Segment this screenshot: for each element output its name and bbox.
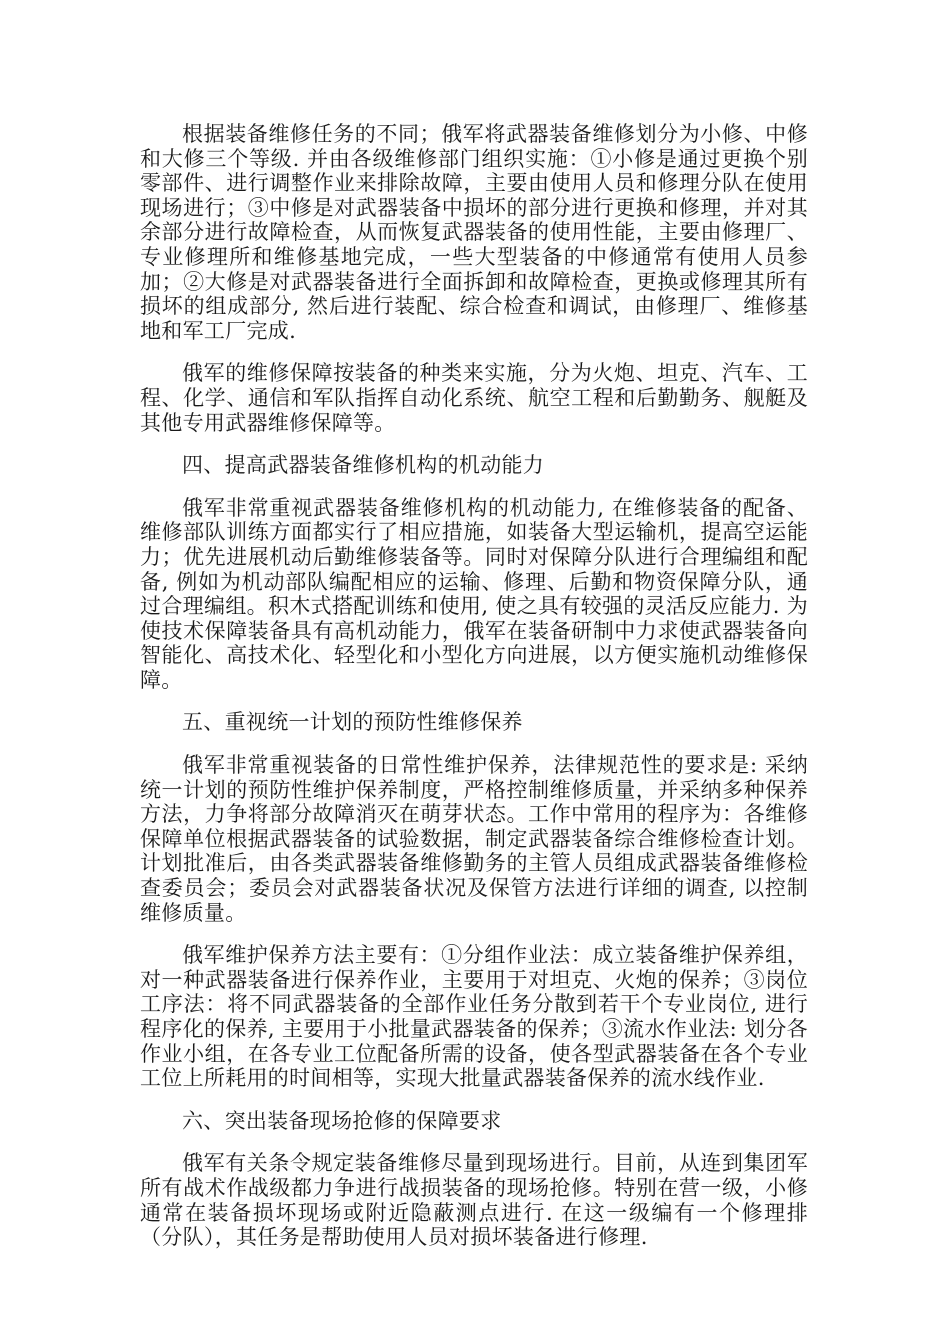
document-body [140,122,808,1268]
section-heading-4: 四、提高武器装备维修机构的机动能力 [182,453,545,478]
paragraph-field-repair: 俄军有关条令规定装备维修尽量到现场进行。目前，从连到集团军所有战术作战级都力争进行战损装备的现场抢修。特别在营一级，小修通常在装备损坏现场或附近隐蔽测点进行. 在这一级编有一个修理排（分队），其任务是帮助使用人员对损坏装备进行修理. [140,1151,808,1250]
section-heading-6: 六、突出装备现场抢修的保障要求 [182,1108,502,1133]
paragraph-maintenance-categories: 俄军的维修保障按装备的种类来实施，分为火炮、坦克、汽车、工程、化学、通信和军队指挥自动化系统、航空工程和后勤勤务、舰艇及其他专用武器维修保障等。 [140,361,808,435]
paragraph-maintenance-methods: 俄军维护保养方法主要有：①分组作业法：成立装备维护保养组，对一种武器装备进行保养作业，主要用于对坦克、火炮的保养；③岗位工序法：将不同武器装备的全部作业任务分散到若干个专业岗位, 进行程序化的保养, 主要用于小批量武器装备的保养；③流水作业法: 划分各作业小组，在各专业工位配备所需的设备，使各型武器装备在各个专业工位上所耗用的时间相等，实现大批量武器装备保养的流水线作业. [140,943,808,1091]
paragraph-preventive-maintenance: 俄军非常重视装备的日常性维护保养，法律规范性的要求是: 采纳统一计划的预防性维护保养制度，严格控制维修质量，并采纳多种保养方法，力争将部分故障消灭在萌芽状态。工作中常用的程序为：各维修保障单位根据武器装备的试验数据，制定武器装备综合维修检查计划。计划批准后，由各类武器装备维修勤务的主管人员组成武器装备维修检查委员会；委员会对武器装备状况及保管方法进行详细的调查, 以控制维修质量。 [140,753,808,925]
section-heading-5: 五、重视统一计划的预防性维修保养 [182,710,523,735]
paragraph-maintenance-levels: 根据装备维修任务的不同；俄军将武器装备维修划分为小修、中修和大修三个等级. 并由各级维修部门组织实施：①小修是通过更换个别零部件、进行调整作业来排除故障，主要由使用人员和修理分队在使用现场进行；③中修是对武器装备中损坏的部分进行更换和修理，并对其余部分进行故障检查，从而恢复武器装备的使用性能，主要由修理厂、专业修理所和维修基地完成，一些大型装备的中修通常有使用人员参加；②大修是对武器装备进行全面拆卸和故障检查，更换或修理其所有损坏的组成部分, 然后进行装配、综合检查和调试，由修理厂、维修基地和军工厂完成. [140,122,808,343]
paragraph-mobility: 俄军非常重视武器装备维修机构的机动能力, 在维修装备的配备、维修部队训练方面都实行了相应措施，如装备大型运输机，提高空运能力；优先进展机动后勤维修装备等。同时对保障分队进行合理编组和配备, 例如为机动部队编配相应的运输、修理、后勤和物资保障分队，通过合理编组。积木式搭配训练和使用, 使之具有较强的灵活反应能力. 为使技术保障装备具有高机动能力，俄军在装备研制中力求使武器装备向智能化、高技术化、轻型化和小型化方向进展，以方便实施机动维修保障。 [140,495,808,692]
